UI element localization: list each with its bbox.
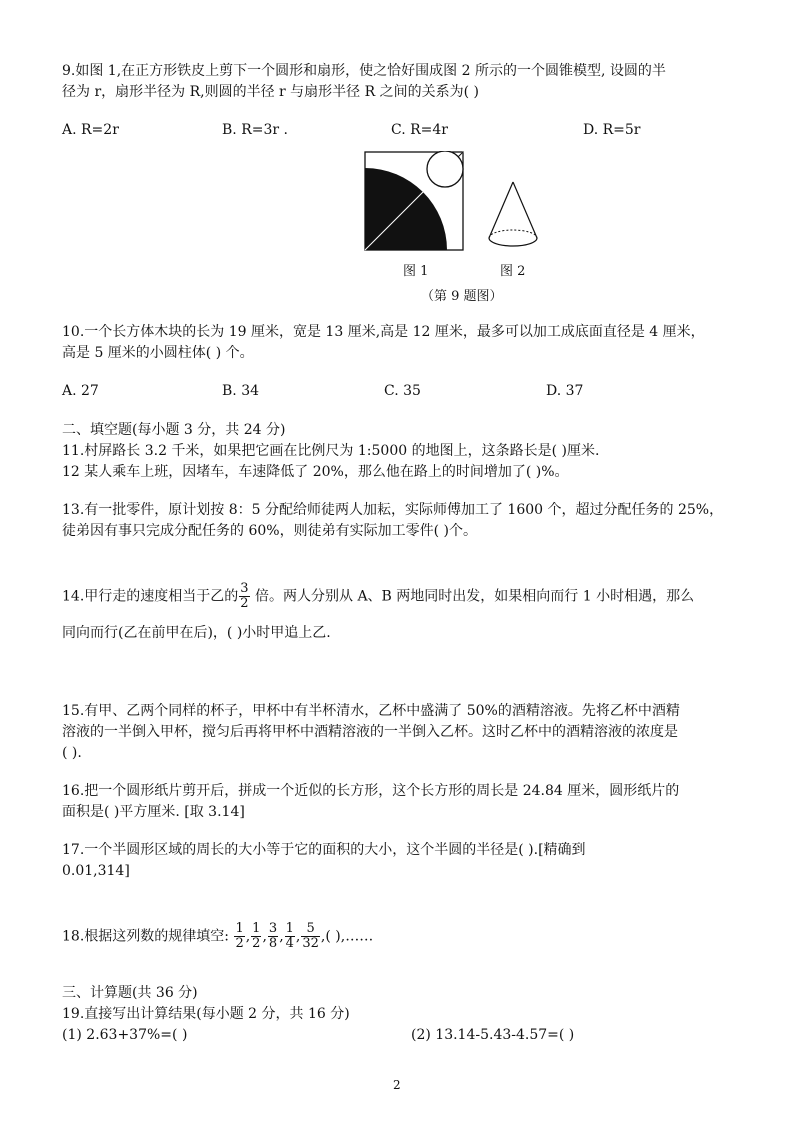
q17-line2: 0.01,314]: [62, 863, 130, 879]
q9-option-b: B. R=3r .: [222, 122, 288, 138]
q15-line1: 15.有甲、乙两个同样的杯子，甲杯中有半杯清水，乙杯中盛满了 50%的酒精溶液。先将乙杯中酒精: [62, 703, 680, 719]
q18-fraction-4: [285, 922, 295, 951]
q10-option-c: C. 35: [384, 383, 421, 399]
q18-text-post: ,( ),……: [320, 928, 374, 945]
cone-right-edge: [513, 182, 537, 238]
q18-fraction-5: [301, 922, 320, 951]
cone-left-edge: [489, 182, 513, 238]
q18-text-pre: 18.根据这列数的规律填空:: [62, 928, 229, 945]
q18-sep: ,: [262, 928, 267, 945]
figure2-cone-diagram: [484, 178, 542, 254]
q9-line2: 径为 r，扇形半径为 R,则圆的半径 r 与扇形半径 R 之间的关系为( ): [62, 84, 479, 100]
q12-text: 12 某人乘车上班，因堵车，车速降低了 20%，那么他在路上的时间增加了( )%。: [62, 464, 569, 480]
q18-sep: ,: [245, 928, 251, 945]
q14-fraction-den: 2: [240, 596, 249, 611]
q13-line2: 徒弟因有事只完成分配任务的 60%，则徒弟有实际加工零件( )个。: [62, 523, 477, 539]
q18-fraction-1-num: 1: [235, 921, 244, 936]
q18-fraction-2-num: 1: [252, 921, 261, 936]
q18-fraction-5-num: 5: [301, 922, 320, 937]
q9-option-c: C. R=4r: [391, 122, 448, 138]
section2-title: 二、填空题(每小题 3 分，共 24 分): [62, 422, 286, 438]
q18-fraction-1: [234, 922, 244, 951]
q10-line1: 10.一个长方体木块的长为 19 厘米，宽是 13 厘米,高是 12 厘米，最多可以加工成底面直径是 4 厘米，: [62, 324, 705, 340]
q10-option-b: B. 34: [222, 383, 260, 399]
q18-sep: ,: [295, 928, 301, 945]
q19-item-1: (1) 2.63+37%=( ): [62, 1027, 188, 1043]
q10-option-d: D. 37: [546, 383, 584, 399]
q16-line1: 16.把一个圆形纸片剪开后，拼成一个近似的长方形，这个长方形的周长是 24.84 厘米，圆形纸片的: [62, 783, 680, 799]
q18-line: [62, 922, 373, 951]
figure-caption: （第 9 题图）: [421, 289, 503, 304]
q10-option-a: A. 27: [62, 383, 99, 399]
q18-fraction-2-den: 2: [252, 936, 261, 951]
q17-line1: 17.一个半圆形区域的周长的大小等于它的面积的大小，这个半圆的半径是( ).[精确到: [62, 842, 586, 858]
q9-line1: 9.如图 1,在正方形铁皮上剪下一个圆形和扇形，使之恰好围成图 2 所示的一个圆锥模型, 设圆的半: [62, 63, 666, 79]
q18-sep: ,: [279, 928, 284, 945]
q11-text: 11.村屏路长 3.2 千米，如果把它画在比例尺为 1:5000 的地图上，这条路长是( )厘米.: [62, 443, 600, 459]
q14-line1: [62, 582, 694, 611]
figure1-square-diagram: [364, 151, 466, 252]
figure2-label: 图 2: [500, 264, 526, 279]
q14-text-post: 倍。两人分别从 A、B 两地同时出发，如果相向而行 1 小时相遇，那么: [250, 588, 695, 605]
q18-fraction-3-den: 8: [268, 936, 278, 951]
q14-text-pre: 14.甲行走的速度相当于乙的: [62, 588, 239, 605]
q10-line2: 高是 5 厘米的小圆柱体( ) 个。: [62, 345, 254, 361]
cone-base-back: [489, 230, 537, 238]
q18-fraction-4-num: 1: [285, 921, 294, 936]
q19-item-2: (2) 13.14-5.43-4.57=( ): [411, 1027, 575, 1043]
q15-line2: 溶液的一半倒入甲杯，搅匀后再将甲杯中酒精溶液的一半倒入乙杯。这时乙杯中的酒精溶液的浓度是: [62, 724, 678, 740]
q9-option-d: D. R=5r: [583, 122, 641, 138]
cone-base-front: [489, 238, 537, 246]
q18-fraction-1-den: 2: [235, 936, 244, 951]
figure1-label: 图 1: [403, 264, 429, 279]
q16-line2: 面积是( )平方厘米. [取 3.14]: [62, 804, 245, 820]
section3-title: 三、计算题(共 36 分): [62, 985, 198, 1001]
q9-option-a: A. R=2r: [62, 122, 119, 138]
q19-text: 19.直接写出计算结果(每小题 2 分，共 16 分): [62, 1006, 350, 1022]
q13-line1: 13.有一批零件，原计划按 8：5 分配给师徒两人加耘，实际师傅加工了 1600 个，超过分配任务的 25%，: [62, 502, 724, 518]
q18-fraction-5-den: 32: [302, 936, 319, 951]
small-circle: [427, 151, 463, 187]
q15-line3: ( ).: [62, 745, 82, 761]
q18-fraction-3: [268, 922, 278, 951]
page-number: 2: [393, 1078, 401, 1092]
q14-line2: 同向而行(乙在前甲在后)，( )小时甲追上乙.: [62, 625, 331, 641]
q18-fraction-3-num: 3: [268, 921, 278, 936]
q18-fraction-4-den: 4: [285, 936, 294, 951]
q14-fraction-num: 3: [240, 581, 249, 596]
q14-fraction: [239, 582, 249, 611]
q18-fraction-2: [251, 922, 261, 951]
